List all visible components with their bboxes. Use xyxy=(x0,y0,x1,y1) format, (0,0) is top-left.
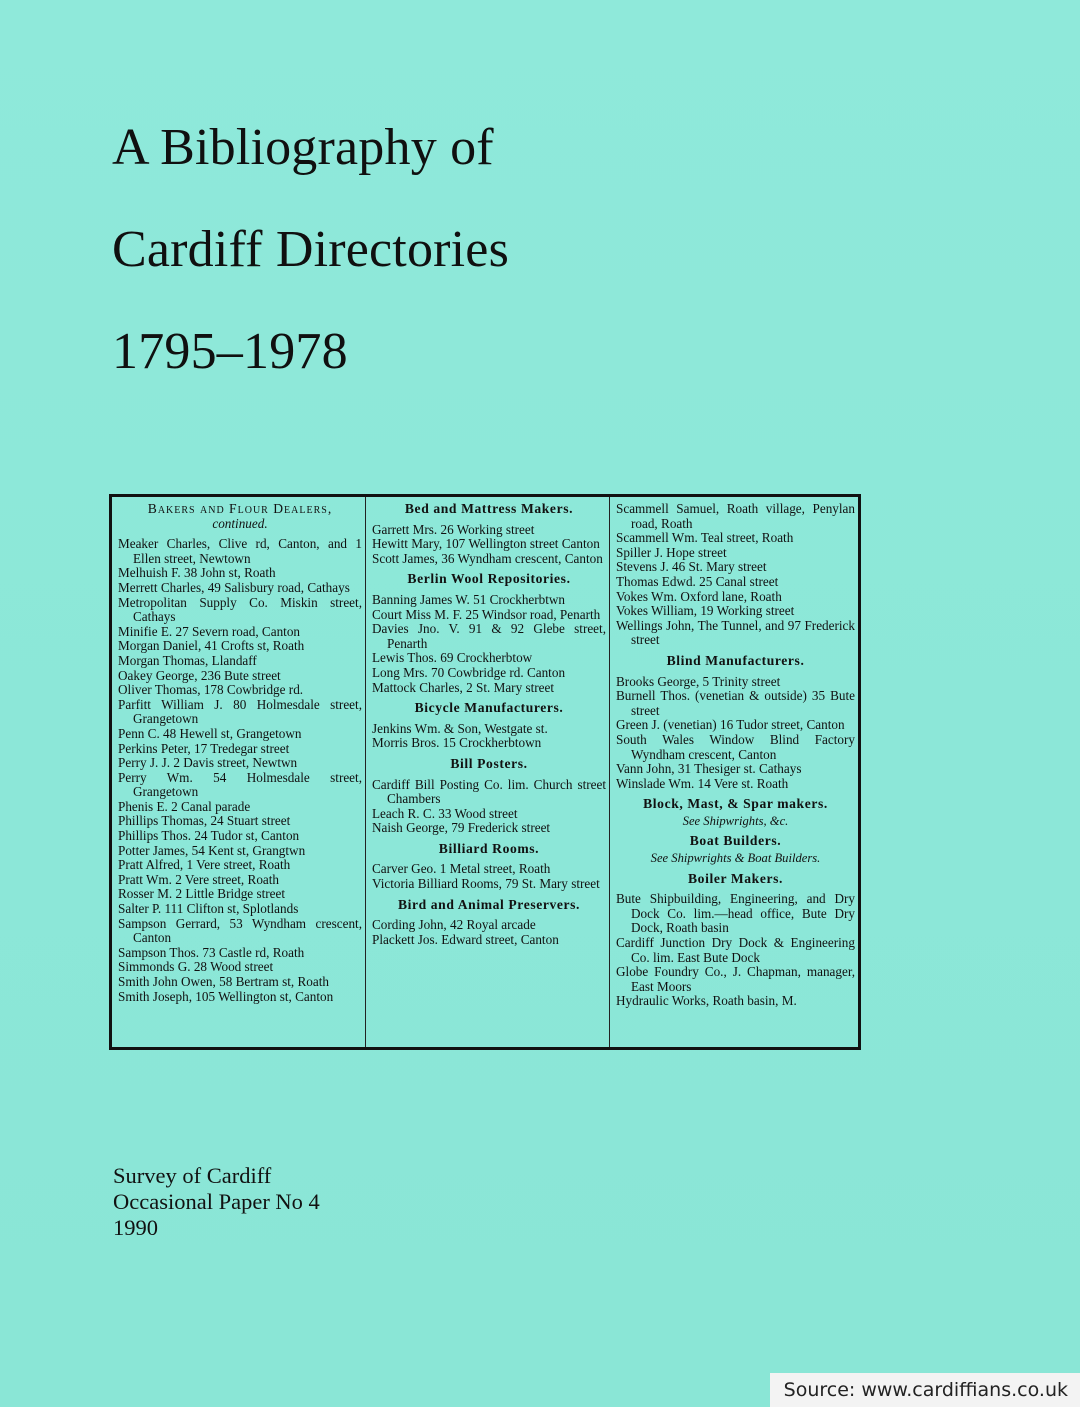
directory-entry: Leach R. C. 33 Wood street xyxy=(372,805,518,821)
directory-entry: Phenis E. 2 Canal parade xyxy=(118,798,251,814)
series-title: Survey of Cardiff xyxy=(113,1163,272,1188)
directory-entry: Cording John, 42 Royal arcade xyxy=(372,917,536,933)
directory-entry: Vokes William, 19 Working street xyxy=(616,603,795,619)
directory-entry: Vann John, 31 Thesiger st. Cathays xyxy=(616,761,802,777)
directory-entry: Mattock Charles, 2 St. Mary street xyxy=(372,679,555,695)
section-heading: Bed and Mattress Makers. xyxy=(404,501,574,516)
section-subheading: continued. xyxy=(212,515,268,531)
directory-entry: Meaker Charles, Clive rd, Canton, and 1 Ellen street, Newtown xyxy=(118,536,362,566)
directory-entry: Naish George, 79 Frederick street xyxy=(372,820,551,836)
directory-entry: Scammell Wm. Teal street, Roath xyxy=(616,530,794,546)
directory-entry: Hydraulic Works, Roath basin, M. xyxy=(616,993,797,1009)
title-line-1: A Bibliography of xyxy=(112,119,494,176)
section-heading: Block, Mast, & Spar makers. xyxy=(643,796,828,812)
directory-entry: Scott James, 36 Wyndham crescent, Canton xyxy=(372,550,603,566)
directory-entry: Cardiff Junction Dry Dock & Engineering Co. lim. East Bute Dock xyxy=(616,935,855,965)
directory-entry: Pratt Alfred, 1 Vere street, Roath xyxy=(118,857,291,873)
directory-entry: Carver Geo. 1 Metal street, Roath xyxy=(372,861,551,877)
directory-entry: Long Mrs. 70 Cowbridge rd. Canton xyxy=(372,664,566,680)
section-heading: Boat Builders. xyxy=(689,833,782,849)
directory-entry: Brooks George, 5 Trinity street xyxy=(616,673,781,689)
directory-entry: Morgan Thomas, Llandaff xyxy=(118,652,257,668)
directory-entry: Stevens J. 46 St. Mary street xyxy=(616,559,767,575)
excerpt-column-3 xyxy=(609,497,858,1047)
directory-entry: Cardiff Bill Posting Co. lim. Church street Chambers xyxy=(372,776,606,807)
directory-entry: Sampson Thos. 73 Castle rd, Roath xyxy=(118,944,305,960)
see-reference: See Shipwrights, &c. xyxy=(682,813,789,828)
directory-entry: Oakey George, 236 Bute street xyxy=(118,667,281,683)
directory-entry: Banning James W. 51 Crockherbtwn xyxy=(372,591,566,607)
directory-entry: Smith Joseph, 105 Wellington st, Canton xyxy=(118,988,334,1004)
directory-entry: Perkins Peter, 17 Tredegar street xyxy=(118,740,290,756)
section-heading: Billiard Rooms. xyxy=(438,840,540,856)
title-line-2: Cardiff Directories xyxy=(112,221,510,278)
directory-entry: Perry J. J. 2 Davis street, Newtwn xyxy=(118,755,298,771)
see-reference: See Shipwrights & Boat Builders. xyxy=(650,851,821,866)
directory-entry: Melhuish F. 38 John st, Roath xyxy=(118,565,276,581)
directory-entry: Winslade Wm. 14 Vere st. Roath xyxy=(616,775,789,791)
directory-entry: Court Miss M. F. 25 Windsor road, Penarth xyxy=(372,606,601,622)
publication-year: 1990 xyxy=(113,1215,158,1240)
directory-entry: Merrett Charles, 49 Salisbury road, Cathays xyxy=(118,579,350,595)
directory-entry: Burnell Thos. (venetian & outside) 35 Bute street xyxy=(616,688,855,718)
directory-entry: Oliver Thomas, 178 Cowbridge rd. xyxy=(118,682,304,698)
directory-entry: Morris Bros. 15 Crockherbtown xyxy=(372,735,542,751)
directory-entry: Scammell Samuel, Roath village, Penylan road, Roath xyxy=(616,501,855,531)
directory-entry: Green J. (venetian) 16 Tudor street, Canton xyxy=(616,717,845,733)
directory-entry: Pratt Wm. 2 Vere street, Roath xyxy=(118,871,280,887)
section-heading: Blind Manufacturers. xyxy=(666,652,805,668)
directory-entry: South Wales Window Blind Factory Wyndham crescent, Canton xyxy=(616,731,855,762)
source-credit: Source: www.cardiffians.co.uk xyxy=(770,1373,1080,1407)
directory-entry: Penn C. 48 Hewell st, Grangetown xyxy=(118,725,302,741)
paper-number: Occasional Paper No 4 xyxy=(113,1189,320,1214)
directory-entry: Vokes Wm. Oxford lane, Roath xyxy=(616,588,782,604)
directory-entry: Globe Foundry Co., J. Chapman, manager, East Moors xyxy=(616,964,855,994)
directory-entry: Davies Jno. V. 91 & 92 Glebe street, Penarth xyxy=(372,621,606,651)
directory-entry: Bute Shipbuilding, Engineering, and Dry Dock Co. lim.—head office, Bute Dry Dock, Roath basin xyxy=(616,891,855,936)
directory-entry: Perry Wm. 54 Holmesdale street, Grangetown xyxy=(118,769,362,800)
directory-entry: Victoria Billiard Rooms, 79 St. Mary street xyxy=(372,876,600,892)
section-heading: Bill Posters. xyxy=(450,755,528,771)
directory-entry: Hewitt Mary, 107 Wellington street Canton xyxy=(372,536,600,552)
directory-entry: Thomas Edwd. 25 Canal street xyxy=(616,573,779,589)
directory-entry: Plackett Jos. Edward street, Canton xyxy=(372,931,559,947)
section-heading: Bicycle Manufacturers. xyxy=(414,700,564,716)
directory-entry: Simmonds G. 28 Wood street xyxy=(118,959,274,975)
directory-entry: Wellings John, The Tunnel, and 97 Frederick street xyxy=(616,617,855,648)
excerpt-column-2 xyxy=(365,497,609,1047)
directory-entry: Minifie E. 27 Severn road, Canton xyxy=(118,623,301,639)
directory-entry: Morgan Daniel, 41 Crofts st, Roath xyxy=(118,638,305,654)
section-heading: Bakers and Flour Dealers, xyxy=(147,501,333,516)
directory-entry: Phillips Thos. 24 Tudor st, Canton xyxy=(118,828,300,844)
directory-entry: Rosser M. 2 Little Bridge street xyxy=(118,886,286,902)
directory-entry: Phillips Thomas, 24 Stuart street xyxy=(118,813,291,829)
excerpt-column-1 xyxy=(112,497,365,1047)
directory-entry: Parfitt William J. 80 Holmesdale street, Grangetown xyxy=(118,696,362,727)
title-years: 1795–1978 xyxy=(112,323,348,380)
directory-excerpt xyxy=(109,494,861,1050)
section-heading: Berlin Wool Repositories. xyxy=(407,571,571,587)
section-heading: Bird and Animal Preservers. xyxy=(397,896,581,912)
section-heading: Boiler Makers. xyxy=(688,870,783,886)
directory-entry: Spiller J. Hope street xyxy=(616,544,727,560)
directory-entry: Jenkins Wm. & Son, Westgate st. xyxy=(372,720,548,736)
directory-entry: Potter James, 54 Kent st, Grangtwn xyxy=(118,842,306,858)
directory-entry: Metropolitan Supply Co. Miskin street, Cathays xyxy=(118,594,362,625)
directory-entry: Garrett Mrs. 26 Working street xyxy=(372,521,535,537)
directory-entry: Lewis Thos. 69 Crockherbtow xyxy=(372,650,533,666)
directory-entry: Sampson Gerrard, 53 Wyndham crescent, Canton xyxy=(118,915,362,946)
directory-entry: Salter P. 111 Clifton st, Splotlands xyxy=(118,901,299,917)
directory-entry: Smith John Owen, 58 Bertram st, Roath xyxy=(118,974,329,989)
